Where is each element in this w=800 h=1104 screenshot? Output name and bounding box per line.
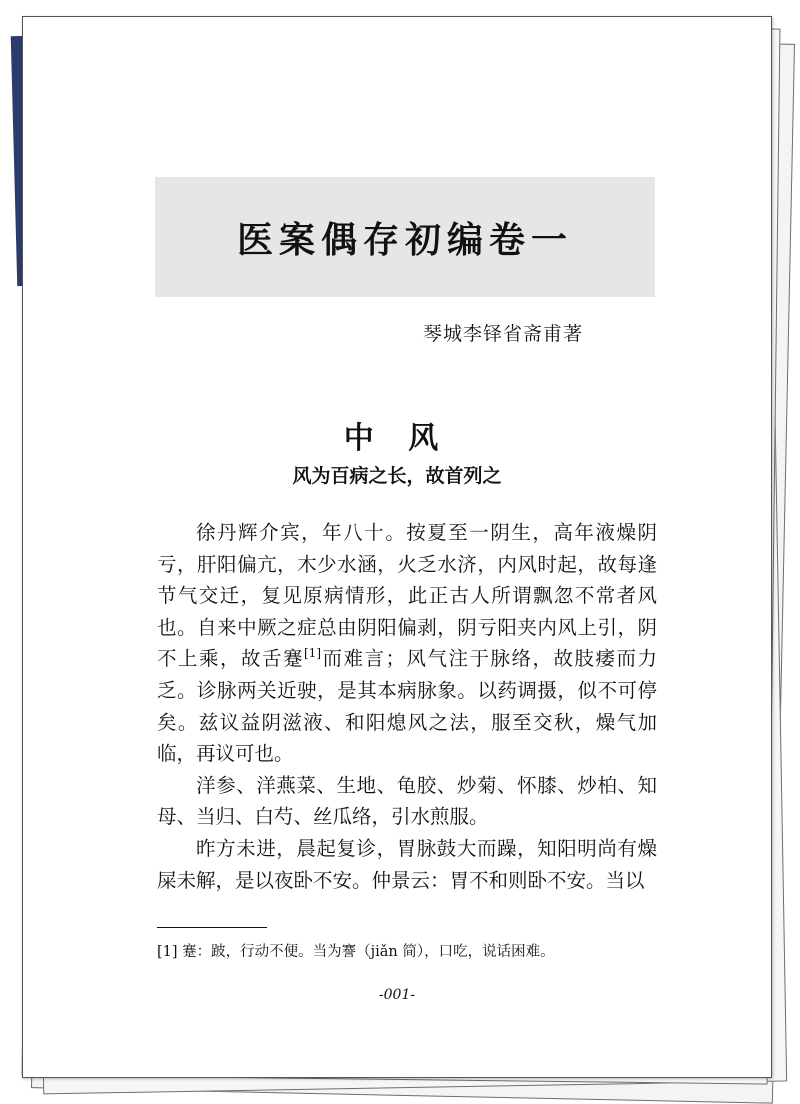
chapter-title-banner xyxy=(155,177,655,297)
paragraph xyxy=(157,517,657,770)
body-text xyxy=(157,517,657,896)
paragraph-text: 徐丹辉介宾，年八十。按夏至一阴生，高年液燥阴亏，肝阳偏亢，木少水涵，火乏水济，内风时起，故每逢节气交迁，复见原病情形，此正古人所谓飘忽不常者风也。自来中厥之症总由阴阳偏剥，阴亏阳夹内风上引，阴不上乘，故舌蹇 xyxy=(157,521,657,671)
author-line: 琴城李铎省斋甫著 xyxy=(423,323,584,345)
paragraph: 洋参、洋燕菜、生地、龟胶、炒菊、怀膝、炒柏、知母、当归、白芍、丝瓜络，引水煎服。 xyxy=(157,773,657,829)
chapter-title: 医案偶存初编卷一 xyxy=(236,219,573,261)
book-page xyxy=(22,16,772,1078)
paragraph-text: 而难言；风气注于脉络，故肢痿而力乏。诊脉两关近驶，是其本病脉象。以药调摄，似不可停矣。兹议益阴滋液、和阳熄风之法，服至交秋，燥气加临，再议可也。 xyxy=(157,647,657,766)
footnote-divider xyxy=(157,927,267,928)
paragraph: 昨方未进，晨起复诊，胃脉鼓大而躁，知阳明尚有燥屎未解，是以夜卧不安。仲景云：胃不和则卧不安。当以 xyxy=(157,836,657,892)
footnote-reference: [1] xyxy=(304,646,321,661)
page-number: -001- xyxy=(378,987,416,1003)
footnote: [1] 蹇：跛，行动不便。当为謇（jiǎn 简），口吃，说话困难。 xyxy=(157,944,555,960)
section-title: 中 风 xyxy=(343,421,451,456)
section-subtitle: 风为百病之长，故首列之 xyxy=(292,465,502,487)
